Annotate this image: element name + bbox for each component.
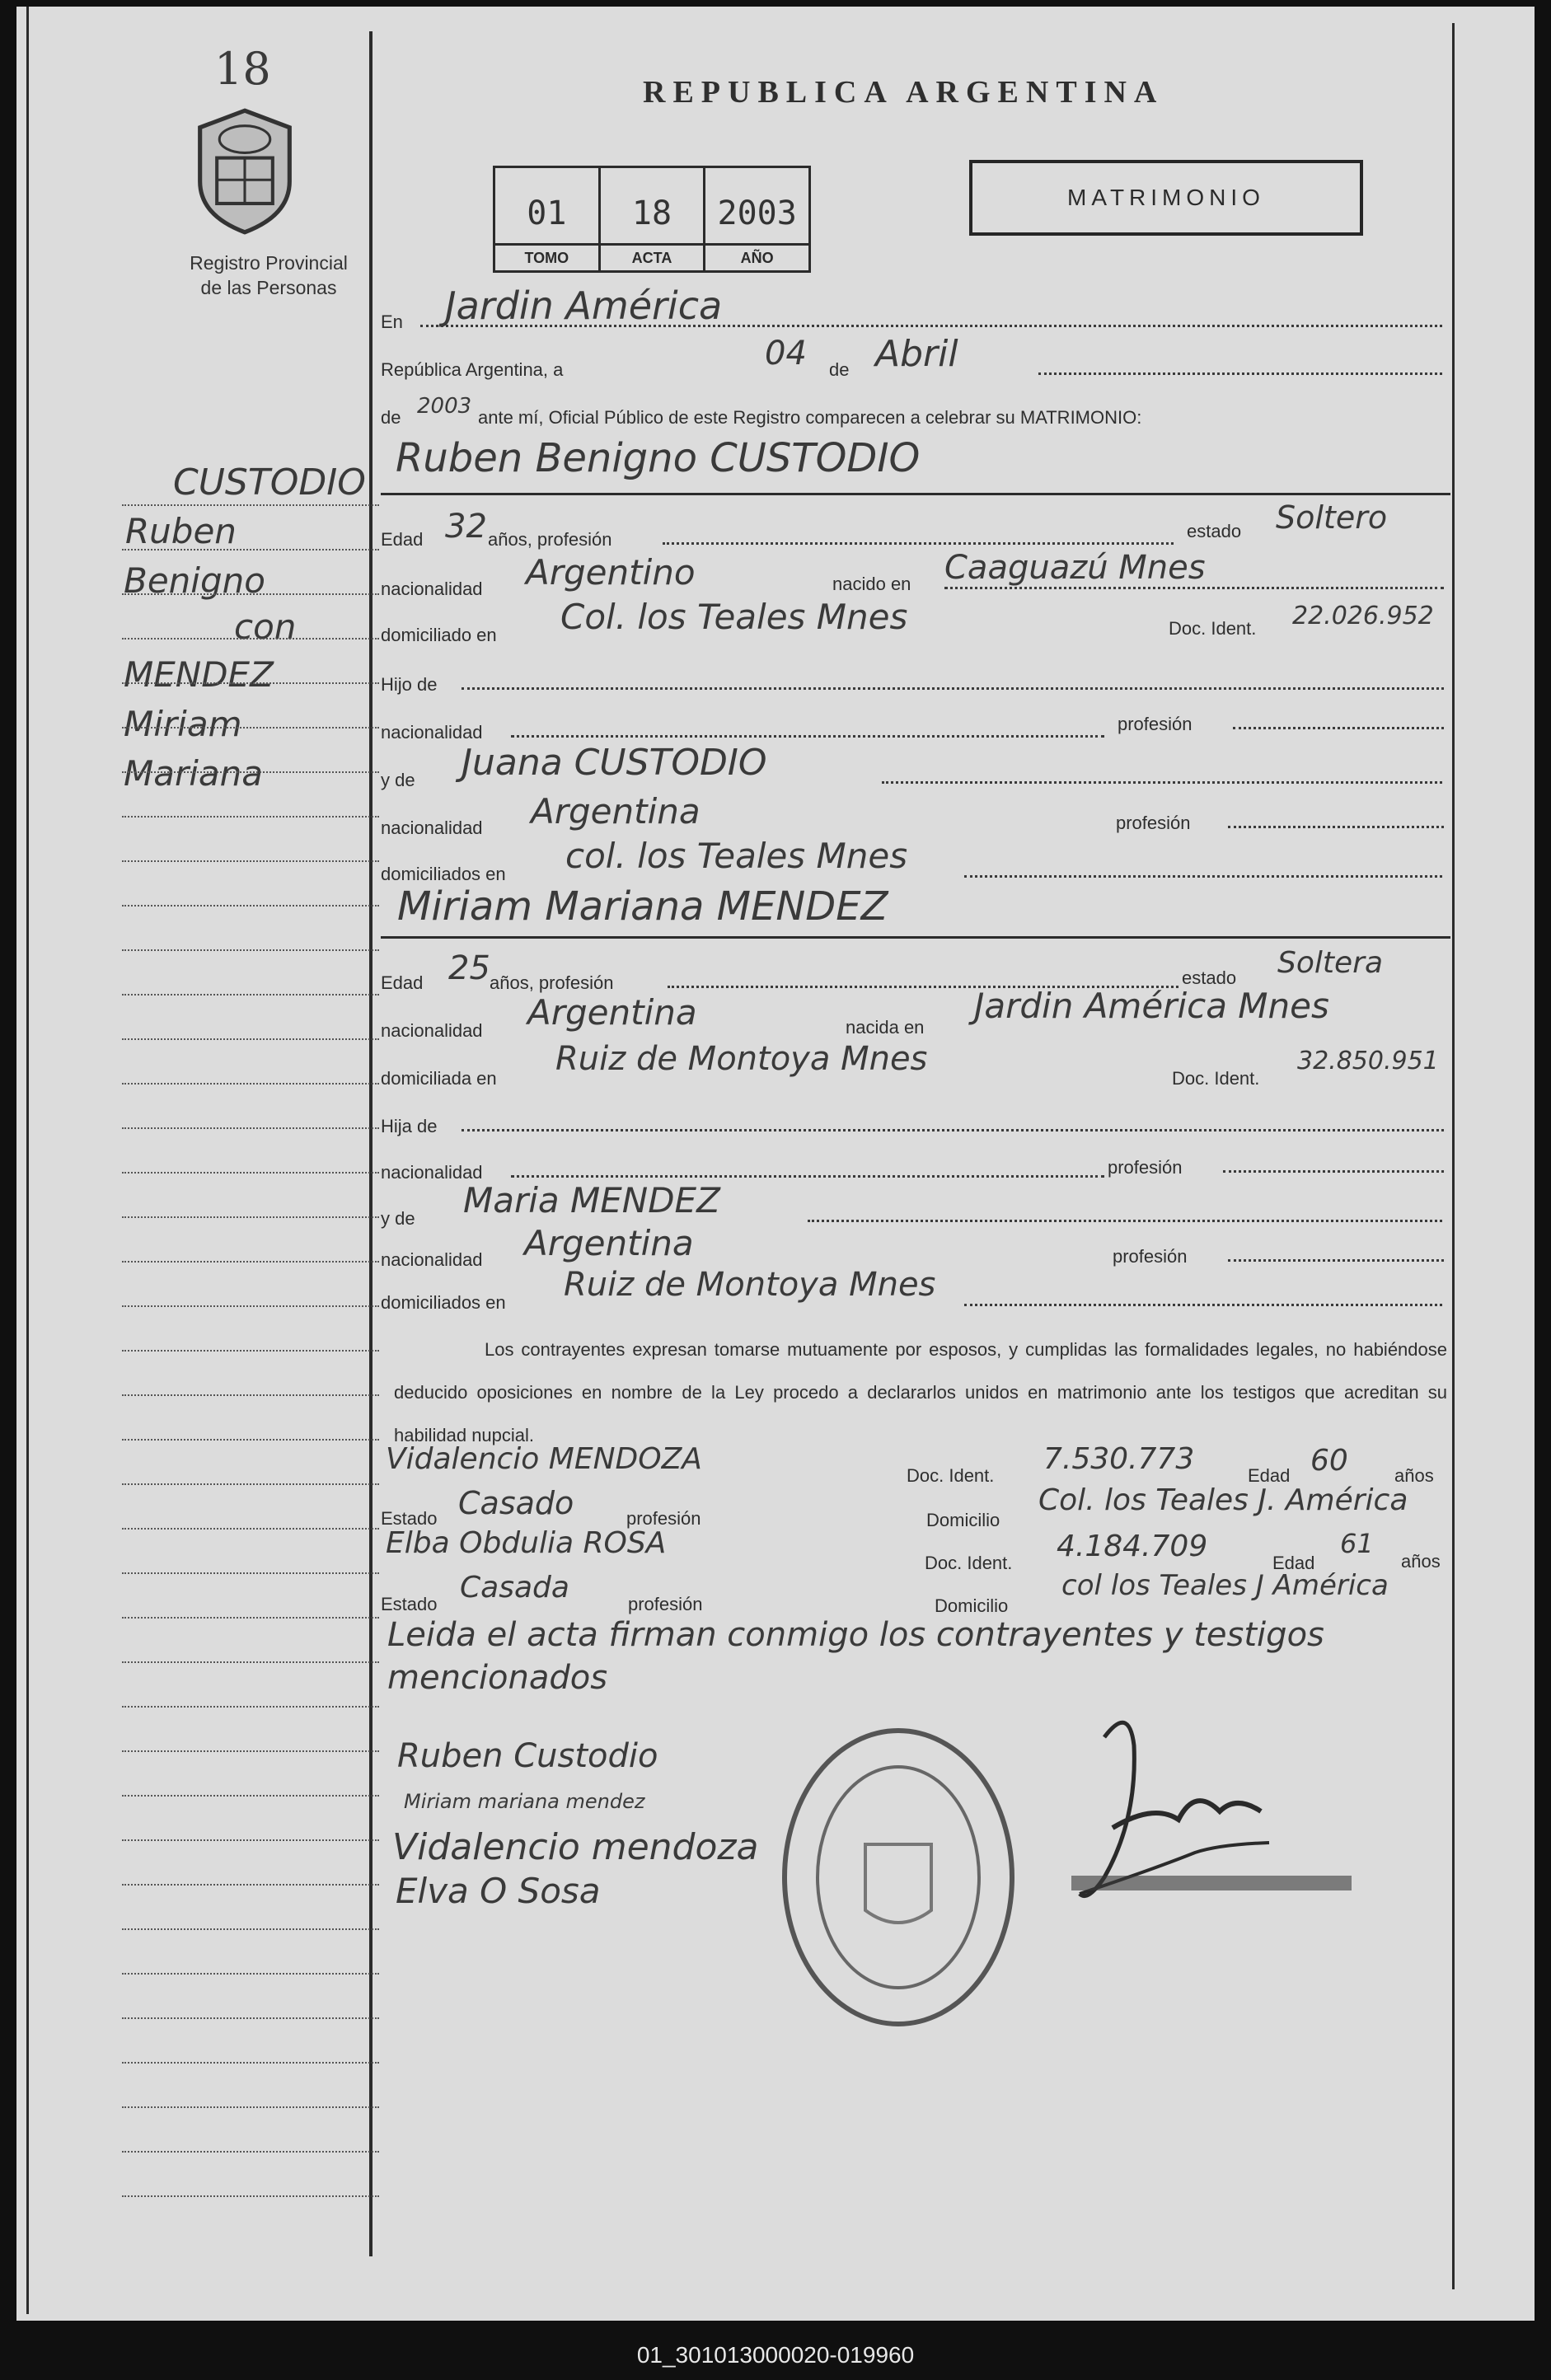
bride-name-rule <box>381 936 1450 939</box>
label-witness1-anos: años <box>1394 1465 1434 1486</box>
place-year: 2003 <box>417 394 472 419</box>
bride-nacida-en: Jardin América Mnes <box>974 986 1329 1026</box>
groom-doc: 22.026.952 <box>1292 602 1434 630</box>
margin-dotted-line <box>122 1394 379 1396</box>
margin-dotted-line <box>122 682 379 684</box>
tomo-value: 01 <box>527 194 567 232</box>
witness1-doc: 7.530.773 <box>1043 1442 1195 1476</box>
witness1-name: Vidalencio MENDOZA <box>386 1442 702 1476</box>
bride-doc: 32.850.951 <box>1297 1047 1439 1075</box>
place-line <box>420 325 1442 327</box>
closing-note: Leida el acta firman conmigo los contrayentes y testigos mencionados <box>387 1616 1324 1697</box>
signature-witness1: Vidalencio mendoza <box>392 1826 759 1868</box>
margin-name-ruben: Ruben <box>125 511 237 551</box>
ano-value: 2003 <box>717 194 797 232</box>
label-y-de-groom: y de <box>381 770 415 790</box>
witness2-age: 61 <box>1340 1528 1374 1559</box>
label-domiciliada-en: domiciliada en <box>381 1068 497 1089</box>
margin-con: con <box>234 607 297 647</box>
label-domiciliado-en: domiciliado en <box>381 625 497 645</box>
witness1-domicilio: Col. los Teales J. América <box>1038 1483 1408 1517</box>
margin-dotted-line <box>122 2062 379 2064</box>
label-witness2-estado: Estado <box>381 1594 438 1614</box>
label-intro: ante mí, Oficial Público de este Registro comparecen a celebrar su MATRIMONIO: <box>478 407 1142 428</box>
label-profesion-father: profesión <box>1118 714 1193 734</box>
margin-dotted-line <box>122 2195 379 2197</box>
registry-name <box>153 251 384 300</box>
label-anos-profesion-bride: años, profesión <box>490 972 614 993</box>
label-hijo-de: Hijo de <box>381 674 438 695</box>
bride-estado: Soltera <box>1277 946 1384 980</box>
margin-dotted-line <box>122 1661 379 1663</box>
witness2-doc: 4.184.709 <box>1057 1530 1208 1563</box>
margin-dotted-line <box>122 1839 379 1841</box>
margin-dotted-line <box>122 1750 379 1752</box>
witness2-estado: Casada <box>460 1571 569 1605</box>
margin-dotted-line <box>122 994 379 996</box>
witness2-name: Elba Obdulia ROSA <box>386 1526 667 1560</box>
groom-estado: Soltero <box>1276 499 1388 536</box>
ano-label: AÑO <box>705 243 808 270</box>
margin-dotted-line <box>122 1038 379 1040</box>
declaration-text: Los contrayentes expresan tomarse mutuamente por esposos, y cumplidas las formalidades legales, no habiéndose deducido oposiciones en nombre de la Ley procedo a declararlos unidos en matrimonio ante los testigos que acreditan su habilidad nupcial. <box>394 1339 1447 1445</box>
groom-nacido-line <box>944 587 1444 589</box>
bride-mother-prof-line <box>1228 1259 1444 1262</box>
label-witness2-profesion: profesión <box>628 1594 703 1614</box>
label-nacionalidad-bride-mother: nacionalidad <box>381 1249 483 1270</box>
margin-dotted-line <box>122 1261 379 1263</box>
groom-profesion-line <box>663 542 1174 545</box>
label-de: de <box>829 359 850 380</box>
folio-number: 18 <box>214 43 271 95</box>
groom-name-rule <box>381 493 1450 495</box>
bride-mother-nacionalidad: Argentina <box>524 1223 694 1263</box>
document-title: REPUBLICA ARGENTINA <box>643 75 1164 110</box>
groom-age: 32 <box>445 508 487 546</box>
label-witness1-doc: Doc. Ident. <box>907 1465 995 1486</box>
margin-dotted-line <box>122 1617 379 1619</box>
margin-divider <box>369 31 373 2256</box>
acta-value: 18 <box>631 194 672 232</box>
margin-name-benigno: Benigno <box>124 560 265 601</box>
groom-mother-nacionalidad: Argentina <box>531 791 701 832</box>
label-anos-profesion-groom: años, profesión <box>488 529 612 550</box>
label-witness1-domicilio: Domicilio <box>926 1510 1000 1530</box>
label-republica: República Argentina, a <box>381 359 564 380</box>
bride-father-line <box>462 1129 1444 1131</box>
groom-domicilio: Col. los Teales Mnes <box>560 597 908 637</box>
margin-dotted-line <box>122 2151 379 2153</box>
margin-dotted-line <box>122 593 379 595</box>
date-line <box>1038 372 1442 375</box>
groom-mother-prof-line <box>1228 826 1444 828</box>
label-doc-bride: Doc. Ident. <box>1172 1068 1260 1089</box>
margin-dotted-line <box>122 771 379 773</box>
label-witness1-edad: Edad <box>1248 1465 1291 1486</box>
margin-dotted-line <box>122 1305 379 1307</box>
margin-dotted-line <box>122 1528 379 1530</box>
label-profesion-mother: profesión <box>1116 813 1191 833</box>
label-nacionalidad-groom: nacionalidad <box>381 579 483 599</box>
label-edad-groom: Edad <box>381 529 424 550</box>
signature-groom: Ruben Custodio <box>397 1737 658 1775</box>
margin-dotted-line <box>122 1350 379 1352</box>
registry-name-line1: Registro Provincial <box>190 252 348 274</box>
label-y-de-bride: y de <box>381 1208 415 1229</box>
margin-dotted-line <box>122 860 379 862</box>
label-witness2-anos: años <box>1401 1551 1441 1572</box>
signature-bride: Miriam mariana mendez <box>404 1790 645 1813</box>
margin-dotted-line <box>122 638 379 640</box>
margin-dotted-line <box>122 504 379 506</box>
bride-domicilio: Ruiz de Montoya Mnes <box>555 1040 928 1078</box>
image-id-footer: 01_301013000020-019960 <box>636 2342 915 2368</box>
margin-surname-bride: MENDEZ <box>124 654 274 695</box>
margin-name-mariana: Mariana <box>124 753 264 794</box>
bride-parents-line <box>964 1304 1442 1306</box>
bride-mother-line <box>808 1220 1442 1222</box>
margin-dotted-line <box>122 1172 379 1174</box>
margin-dotted-line <box>122 1795 379 1797</box>
margin-dotted-line <box>122 727 379 729</box>
tomo-cell <box>495 168 601 270</box>
label-witness1-estado: Estado <box>381 1508 438 1529</box>
margin-dotted-line <box>122 1083 379 1085</box>
label-witness2-edad: Edad <box>1272 1553 1315 1573</box>
registry-name-line2: de las Personas <box>200 277 337 298</box>
acta-cell <box>601 168 706 270</box>
groom-parents-domicilio: col. los Teales Mnes <box>565 836 908 876</box>
left-border <box>26 7 29 2314</box>
label-en: En <box>381 312 403 332</box>
margin-dotted-line <box>122 2017 379 2019</box>
margin-dotted-line <box>122 905 379 907</box>
margin-dotted-line <box>122 949 379 951</box>
groom-nacido-en: Caaguazú Mnes <box>944 549 1206 587</box>
label-nacido-en: nacido en <box>832 574 911 594</box>
margin-dotted-line <box>122 1483 379 1485</box>
matrimonio-box: MATRIMONIO <box>969 160 1363 236</box>
label-witness2-domicilio: Domicilio <box>935 1595 1009 1616</box>
label-witness1-profesion: profesión <box>626 1508 701 1529</box>
acta-label: ACTA <box>601 243 704 270</box>
label-profesion-bride-mother: profesión <box>1113 1246 1188 1267</box>
officer-signature-icon <box>1055 1688 1401 1935</box>
official-seal-icon <box>775 1721 1022 2034</box>
groom-father-nac-line <box>511 735 1104 738</box>
margin-dotted-line <box>122 1216 379 1218</box>
bride-parents-domicilio: Ruiz de Montoya Mnes <box>564 1266 936 1304</box>
place-day: 04 <box>765 335 807 372</box>
margin-dotted-line <box>122 1928 379 1930</box>
place-month: Abril <box>875 333 958 375</box>
signature-witness2: Elva O Sosa <box>396 1871 601 1911</box>
label-estado-bride: estado <box>1182 967 1237 988</box>
margin-dotted-line <box>122 1127 379 1129</box>
label-de-year: de <box>381 407 401 428</box>
label-profesion-bride-father: profesión <box>1108 1157 1183 1178</box>
margin-dotted-line <box>122 1439 379 1441</box>
groom-father-line <box>462 687 1444 690</box>
groom-mother-line <box>882 781 1442 784</box>
margin-dotted-line <box>122 1572 379 1574</box>
registry-crest-icon <box>181 104 308 239</box>
witness1-estado: Casado <box>458 1485 574 1521</box>
label-nacionalidad-bride: nacionalidad <box>381 1020 483 1041</box>
record-number-box <box>493 166 811 273</box>
label-doc-groom: Doc. Ident. <box>1169 618 1257 639</box>
margin-name-miriam: Miriam <box>124 704 242 744</box>
bride-father-prof-line <box>1223 1170 1444 1173</box>
margin-dotted-line <box>122 549 379 550</box>
ano-cell <box>705 168 808 270</box>
label-edad-bride: Edad <box>381 972 424 993</box>
groom-nacionalidad: Argentino <box>526 552 696 593</box>
bride-father-nac-line <box>511 1175 1104 1178</box>
right-border <box>1452 23 1455 2289</box>
label-nacionalidad-bride-father: nacionalidad <box>381 1162 483 1183</box>
groom-mother: Juana CUSTODIO <box>462 742 767 784</box>
label-domiciliados-bride: domiciliados en <box>381 1292 506 1313</box>
certificate-page <box>16 7 1535 2321</box>
groom-name: Ruben Benigno CUSTODIO <box>396 435 921 481</box>
bride-age: 25 <box>448 949 490 987</box>
label-domiciliados-groom: domiciliados en <box>381 864 506 884</box>
label-estado-groom: estado <box>1187 521 1242 541</box>
margin-dotted-line <box>122 2106 379 2108</box>
bride-name: Miriam Mariana MENDEZ <box>397 883 888 930</box>
label-nacionalidad-father: nacionalidad <box>381 722 483 743</box>
witness1-age: 60 <box>1310 1444 1348 1478</box>
label-nacida-en: nacida en <box>846 1017 925 1038</box>
margin-dotted-line <box>122 816 379 818</box>
margin-dotted-line <box>122 1884 379 1886</box>
label-hija-de: Hija de <box>381 1116 438 1136</box>
groom-father-prof-line <box>1233 727 1444 729</box>
label-nacionalidad-mother: nacionalidad <box>381 818 483 838</box>
margin-dotted-line <box>122 1973 379 1975</box>
place-city: Jardin América <box>445 283 723 328</box>
tomo-label: TOMO <box>495 243 598 270</box>
bride-mother: Maria MENDEZ <box>463 1180 720 1220</box>
bride-nacionalidad: Argentina <box>527 992 697 1033</box>
margin-surname-groom: CUSTODIO <box>173 461 366 504</box>
label-witness2-doc: Doc. Ident. <box>925 1553 1013 1573</box>
groom-parents-line <box>964 875 1442 878</box>
margin-dotted-line <box>122 1706 379 1708</box>
witness2-domicilio: col los Teales J América <box>1061 1569 1389 1602</box>
